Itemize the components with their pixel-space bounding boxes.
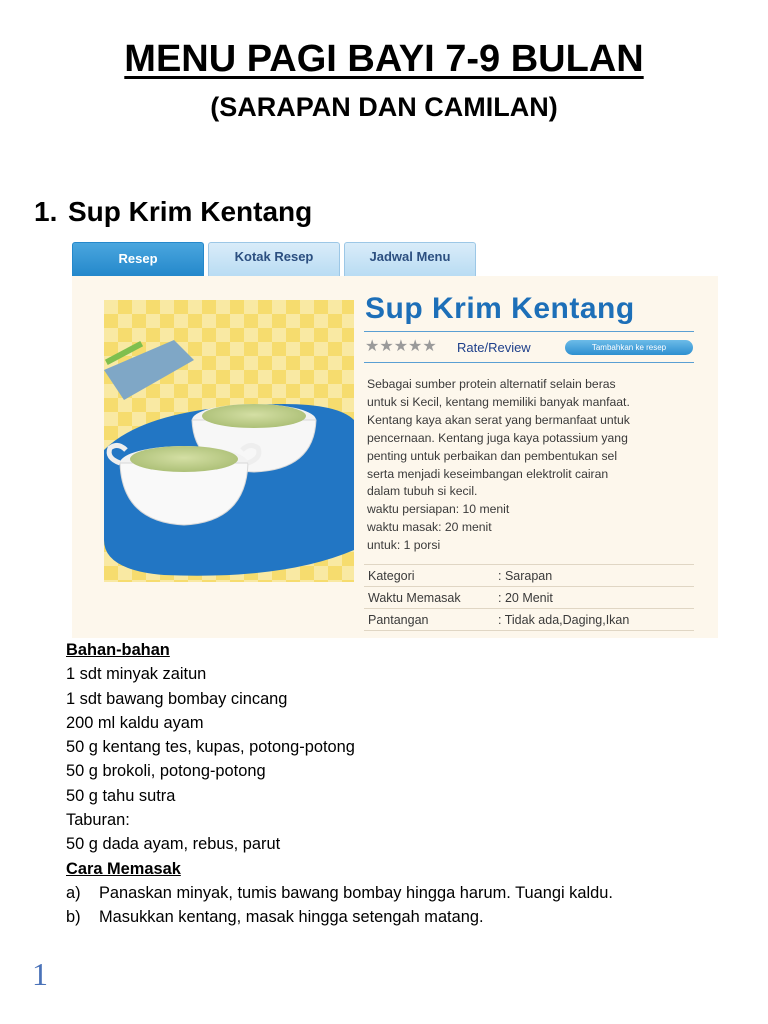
description-line: Kentang kaya akan serat yang bermanfaat untuk — [367, 412, 630, 427]
step-label: a) — [66, 883, 81, 902]
meta-key: Waktu Memasak — [364, 587, 494, 609]
section-heading — [34, 196, 312, 228]
title-divider — [364, 331, 694, 332]
recipe-description — [367, 376, 697, 555]
description-line: pencernaan. Kentang juga kaya potassium yang — [367, 430, 628, 445]
soup-bowls-illustration — [104, 300, 354, 582]
description-line: untuk si Kecil, kentang memiliki banyak manfaat. — [367, 394, 630, 409]
description-line: serta menjadi keseimbangan elektrolit cairan — [367, 466, 609, 481]
rating-stars[interactable]: ★★★★★ — [365, 338, 437, 355]
rating-row — [365, 338, 695, 356]
recipe-instructions — [66, 638, 726, 930]
recipe-title: Sup Krim Kentang — [365, 292, 635, 325]
recipe-photo — [104, 300, 354, 582]
meta-key: Kategori — [364, 565, 494, 587]
description-line: dalam tubuh si kecil. — [367, 484, 478, 499]
document-subtitle: (SARAPAN DAN CAMILAN) — [210, 92, 558, 122]
method-heading: Cara Memasak — [66, 859, 181, 878]
table-row — [364, 609, 694, 631]
ingredient-item: 50 g dada ayam, rebus, parut — [66, 835, 281, 854]
recipe-panel — [72, 276, 718, 638]
ingredients-heading: Bahan-bahan — [66, 641, 170, 659]
cook-time: waktu masak: 20 menit — [367, 520, 492, 535]
meta-value: : Tidak ada,Daging,Ikan — [494, 609, 694, 631]
section-title: Sup Krim Kentang — [68, 196, 313, 227]
step-text: Masukkan kentang, masak hingga setengah matang. — [99, 908, 484, 927]
servings: untuk: 1 porsi — [367, 538, 441, 553]
table-row — [364, 565, 694, 587]
meta-value: : Sarapan — [494, 565, 694, 587]
tab-resep[interactable]: Resep — [72, 242, 204, 276]
list-item — [66, 905, 726, 929]
section-number: 1. — [34, 196, 58, 227]
prep-time: waktu persiapan: 10 menit — [367, 502, 510, 517]
step-label: b) — [66, 908, 81, 927]
description-line: penting untuk perbaikan dan pembentukan sel — [367, 448, 618, 463]
ingredient-item: 50 g brokoli, potong-potong — [66, 762, 266, 781]
add-to-recipes-button[interactable]: Tambahkan ke resep — [565, 340, 693, 355]
ingredient-item: 200 ml kaldu ayam — [66, 713, 204, 732]
list-item — [66, 881, 726, 905]
description-line: Sebagai sumber protein alternatif selain beras — [367, 377, 616, 391]
table-row — [364, 587, 694, 609]
ingredient-item: 1 sdt bawang bombay cincang — [66, 689, 288, 708]
step-text: Panaskan minyak, tumis bawang bombay hingga harum. Tuangi kaldu. — [99, 883, 613, 902]
meta-key: Pantangan — [364, 609, 494, 631]
tab-jadwal-menu[interactable]: Jadwal Menu — [344, 242, 476, 276]
rate-review-link[interactable]: Rate/Review — [457, 340, 531, 355]
recipe-card — [72, 240, 718, 638]
recipe-meta-table — [364, 564, 694, 631]
ingredient-item: Taburan: — [66, 811, 130, 830]
tab-kotak-resep[interactable]: Kotak Resep — [208, 242, 340, 276]
document-title: MENU PAGI BAYI 7-9 BULAN — [124, 38, 644, 80]
rating-divider — [364, 362, 694, 363]
meta-value: : 20 Menit — [494, 587, 694, 609]
ingredient-item: 50 g tahu sutra — [66, 786, 176, 805]
method-steps — [66, 881, 726, 930]
ingredient-item: 50 g kentang tes, kupas, potong-potong — [66, 738, 355, 757]
recipe-tabs — [72, 240, 718, 276]
ingredient-item: 1 sdt minyak zaitun — [66, 665, 207, 684]
page-number: 1 — [32, 956, 48, 992]
